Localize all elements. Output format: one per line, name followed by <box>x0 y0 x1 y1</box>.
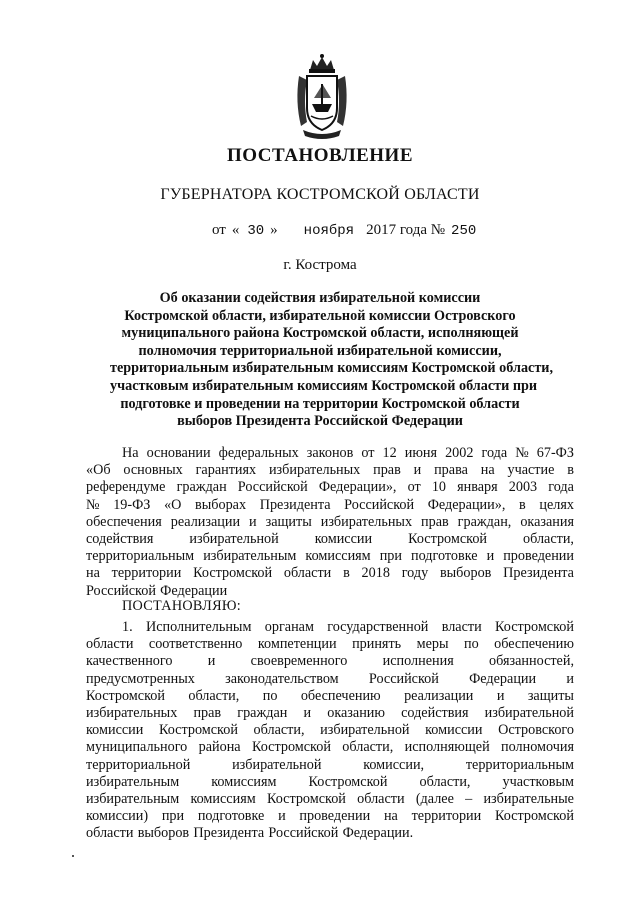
word: оказания <box>520 513 574 530</box>
word: января <box>457 479 498 496</box>
word: основных <box>123 462 183 479</box>
word: участковым <box>502 773 574 790</box>
word: 2002 <box>445 445 474 461</box>
word: комиссиям <box>190 790 256 807</box>
word: полномочия <box>501 739 574 756</box>
word: права <box>434 462 468 479</box>
word: прав <box>373 462 401 479</box>
word: области <box>86 636 134 653</box>
clause-line <box>86 722 574 739</box>
document-title <box>110 290 554 431</box>
word: Российской <box>237 479 308 496</box>
word: и <box>278 808 286 825</box>
title-line: территориальным избирательным комиссиям Костромской области, <box>110 360 554 377</box>
word: обеспечения <box>86 513 162 530</box>
word: Федерации. <box>342 825 414 842</box>
word: года <box>481 445 508 461</box>
title-line: полномочия территориальной избирательной комиссии, <box>138 342 502 359</box>
word: органам <box>264 619 314 635</box>
word: – <box>465 790 473 807</box>
word: района <box>198 739 241 756</box>
document-type-heading: ПОСТАНОВЛЕНИЕ <box>226 145 414 166</box>
word: территории <box>111 565 182 582</box>
word: прав <box>421 513 449 530</box>
word: области, <box>253 722 305 739</box>
clause-line <box>86 619 574 636</box>
date-day: 30 <box>247 223 265 239</box>
word: комиссии, <box>363 756 425 773</box>
word: Костромской <box>193 565 273 582</box>
word: области <box>357 790 405 807</box>
word: исполняющей <box>404 739 490 756</box>
word: 12 <box>382 445 397 461</box>
word: качественного <box>86 653 173 670</box>
word: содействия <box>401 704 469 721</box>
word: и <box>413 462 422 479</box>
word: комиссии <box>86 722 144 739</box>
issuer-heading: ГУБЕРНАТОРА КОСТРОМСКОЙ ОБЛАСТИ <box>160 186 480 203</box>
word: комиссии <box>314 530 373 547</box>
word: от <box>361 445 375 461</box>
word: Островского <box>498 722 574 739</box>
word: Российской <box>268 825 339 842</box>
word: выборов <box>439 565 492 582</box>
word: избирательным <box>203 548 297 565</box>
preamble-paragraph <box>86 445 574 600</box>
clause-line <box>86 688 574 705</box>
word: Костромской <box>308 773 388 790</box>
clause-1-paragraph <box>86 619 574 842</box>
word: На <box>122 445 139 461</box>
coat-of-arms-icon <box>293 52 351 140</box>
word: комиссии <box>425 722 483 739</box>
word: избирательных <box>86 704 178 721</box>
word: Президента <box>259 496 331 513</box>
word: и <box>496 687 505 704</box>
word: Российской <box>86 582 156 599</box>
word: государственной <box>327 619 429 635</box>
word: июня <box>404 445 438 461</box>
word: в <box>519 496 526 513</box>
word: Федерации», <box>318 479 397 496</box>
word: исполнения <box>382 653 454 670</box>
word: году <box>401 565 429 582</box>
title-line: выборов Президента Российской Федерации <box>177 413 463 430</box>
word: «Об <box>86 462 111 479</box>
word: 19-ФЗ <box>113 496 151 513</box>
word: территориальным <box>465 756 574 773</box>
word: прав <box>193 704 222 721</box>
title-line: подготовке и проведении на территории Костромской области <box>120 395 520 412</box>
word: содействия <box>86 530 154 547</box>
clause-line <box>86 774 574 791</box>
city-line: г. Кострома <box>283 257 357 273</box>
word: Костромской <box>494 808 574 825</box>
word: компетенции <box>257 636 337 653</box>
word: реализации <box>404 687 474 704</box>
word: и <box>249 513 257 530</box>
word: № <box>515 445 529 461</box>
word: муниципального <box>86 739 188 756</box>
word: области <box>283 565 332 582</box>
word: Костромской <box>266 790 346 807</box>
word: по <box>463 636 479 653</box>
word: Костромской <box>408 530 488 547</box>
date-prefix: от <box>212 222 226 238</box>
word: комиссии) <box>86 808 149 825</box>
word: федеральных <box>218 445 299 461</box>
word: комиссиям <box>211 773 277 790</box>
title-line: участковым избирательным комиссиям Костромской области при <box>110 377 538 394</box>
clause-line <box>86 739 574 756</box>
word: области, <box>523 530 574 547</box>
word: Российской <box>344 496 415 513</box>
word: избирательных <box>268 462 361 479</box>
word: области, <box>342 739 394 756</box>
word: Исполнительным <box>145 619 252 635</box>
preamble-line <box>86 565 574 582</box>
word: избирательной <box>484 704 574 721</box>
word: Федерации», <box>427 496 506 513</box>
word: в <box>567 462 574 479</box>
preamble-line <box>86 548 574 565</box>
clause-line <box>86 757 574 774</box>
word: проведении <box>503 548 574 565</box>
word: Костромской <box>86 687 165 704</box>
word: Российской <box>368 670 439 687</box>
word: оказанию <box>327 704 385 721</box>
word: при <box>161 808 185 825</box>
word: выборах <box>195 496 247 513</box>
word: 67-ФЗ <box>536 445 574 461</box>
preamble-line <box>86 531 574 548</box>
word: принять <box>352 636 402 653</box>
preamble-line <box>86 514 574 531</box>
word: соответственно <box>148 636 243 653</box>
word: основании <box>146 445 211 461</box>
word: избирательным <box>86 790 180 807</box>
preamble-line <box>86 445 574 462</box>
word: по <box>262 687 278 704</box>
clause-line <box>86 808 574 825</box>
title-line: муниципального района Костромской области, исполняющей <box>121 325 519 342</box>
document-date-number <box>212 222 476 239</box>
word: области <box>86 825 134 842</box>
word: избирательной <box>320 722 410 739</box>
clause-line <box>86 825 574 842</box>
word: меры <box>416 636 449 653</box>
word: целях <box>539 496 574 513</box>
word: и <box>303 704 312 721</box>
scan-speck <box>72 855 74 857</box>
word: избирательных <box>320 513 413 530</box>
word: от <box>407 479 421 496</box>
word: области, <box>188 687 240 704</box>
word: избирательные <box>483 790 574 807</box>
word: Федерации <box>160 582 228 599</box>
word: в <box>343 565 350 582</box>
word: Президента <box>193 825 265 842</box>
word: территории <box>411 808 482 825</box>
word: обязанностей, <box>489 653 574 670</box>
word: Костромской <box>495 619 574 635</box>
word: Федерации <box>469 670 537 687</box>
word: защиты <box>527 687 574 704</box>
word: своевременного <box>250 653 348 670</box>
word: «О <box>164 496 182 513</box>
word: территориальным <box>86 548 195 565</box>
word: 2018 <box>361 565 390 582</box>
word: защиты <box>265 513 312 530</box>
clause-line <box>86 791 574 808</box>
document-number: 250 <box>451 223 477 239</box>
word: и <box>207 653 216 670</box>
word: избирательной <box>189 530 279 547</box>
title-line: Костромской области, избирательной комиссии Островского <box>124 307 516 324</box>
word: территориальной <box>86 756 191 773</box>
date-month: ноября <box>303 223 355 239</box>
date-close-quote: » <box>270 222 278 238</box>
preamble-line <box>86 497 574 514</box>
word: реализации <box>170 513 241 530</box>
word: области, <box>419 773 471 790</box>
clause-line <box>86 671 574 688</box>
date-year: 2017 года № <box>366 222 446 238</box>
clause-line <box>86 653 574 670</box>
word: на <box>86 565 100 582</box>
word: законодательством <box>225 670 339 687</box>
preamble-line <box>86 479 574 496</box>
word: граждан, <box>457 513 512 530</box>
word: проведении <box>299 808 371 825</box>
word: референдуме <box>86 479 166 496</box>
word: Костромской <box>158 722 238 739</box>
word: Президента <box>503 565 574 582</box>
word: при <box>379 548 402 565</box>
word: подготовке <box>411 548 478 565</box>
word: № <box>86 496 100 513</box>
word: и <box>566 670 574 687</box>
word: граждан <box>237 704 288 721</box>
word: 1. <box>122 619 133 635</box>
word: 10 <box>431 479 446 496</box>
coat-of-arms-graphic <box>293 52 351 140</box>
word: (далее <box>415 790 454 807</box>
preamble-line <box>86 462 574 479</box>
clause-line <box>86 636 574 653</box>
word: выборов <box>137 825 190 842</box>
word: предусмотренных <box>86 670 195 687</box>
word: граждан <box>176 479 227 496</box>
decree-word: ПОСТАНОВЛЯЮ: <box>122 598 241 614</box>
word: 2003 <box>508 479 538 496</box>
word: Костромской <box>251 739 331 756</box>
word: подготовке <box>197 808 265 825</box>
word: на <box>480 462 495 479</box>
word: гарантиях <box>195 462 257 479</box>
word: обеспечению <box>494 636 574 653</box>
word: комиссиям <box>305 548 371 565</box>
clause-line <box>86 705 574 722</box>
word: на <box>383 808 398 825</box>
date-open-quote: « <box>231 222 240 238</box>
word: законов <box>306 445 354 461</box>
word: года <box>548 479 574 496</box>
title-line: Об оказании содействия избирательной комиссии <box>159 290 481 306</box>
word: избирательным <box>86 773 180 790</box>
word: избирательной <box>232 756 322 773</box>
word: власти <box>441 619 482 635</box>
word: участие <box>507 462 555 479</box>
word: и <box>486 548 495 565</box>
word: обеспечению <box>300 687 381 704</box>
